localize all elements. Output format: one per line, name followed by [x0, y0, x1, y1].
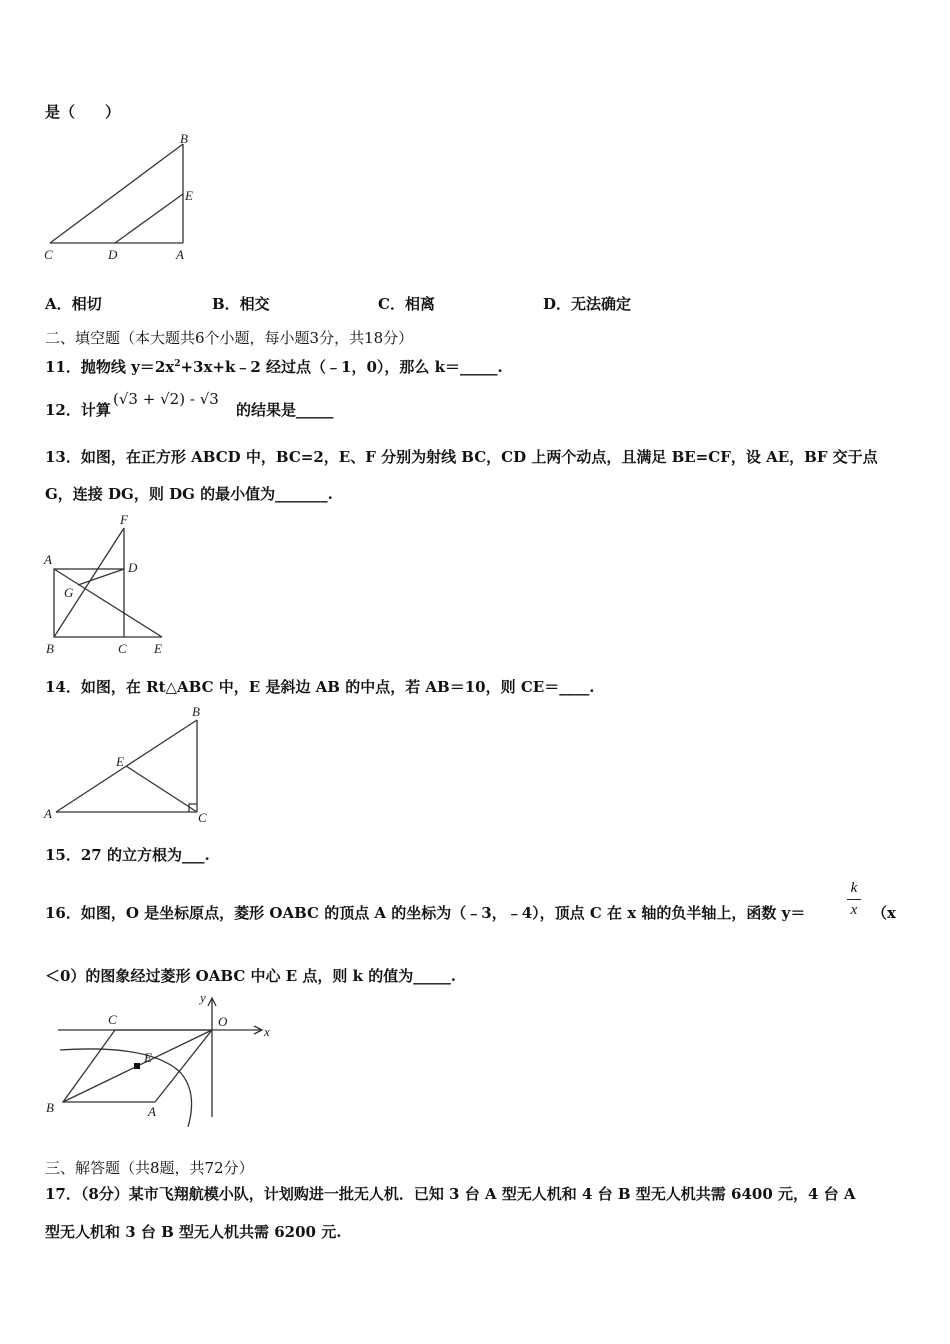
q12-sqrt2: √2 — [160, 390, 180, 408]
segment-de — [115, 194, 183, 243]
segment-dg — [78, 569, 124, 585]
label-a: A — [44, 552, 52, 567]
q13-line1: 13．如图，在正方形 ABCD 中，BC=2，E、F 分别为射线 BC，CD 上两个动点，且满足 BE=CF，设 AE，BF 交于点 — [45, 448, 878, 466]
figure-q13 — [40, 510, 175, 660]
q12-open: ( — [113, 390, 119, 408]
segment-cb — [50, 144, 183, 243]
label-e: E — [144, 1050, 152, 1065]
figure-q14 — [40, 702, 220, 827]
q12-sqrt3b: √3 — [199, 390, 219, 408]
segment-ae — [54, 569, 162, 637]
q12-suffix: 的结果是_____ — [236, 401, 334, 419]
label-a: A — [148, 1104, 156, 1119]
label-b: B — [46, 1100, 54, 1115]
label-c: C — [108, 1012, 117, 1027]
q16-frac-num: k — [850, 880, 858, 896]
label-d: D — [108, 247, 118, 262]
q12-close: ) — [179, 390, 186, 408]
label-e: E — [185, 188, 193, 203]
hyperbola-curve — [60, 1049, 192, 1127]
q12-minus: - — [189, 390, 195, 408]
q16-line1: 16．如图，O 是坐标原点，菱形 OABC 的顶点 A 的坐标为（﹣3，﹣4），顶点 C 在 x 轴的负半轴上，函数 y＝ — [45, 904, 806, 922]
label-c: C — [44, 247, 53, 262]
q10-tail: 是（ ） — [45, 103, 121, 121]
q15: 15．27 的立方根为___. — [45, 846, 210, 864]
label-a: A — [176, 247, 184, 262]
label-y: y — [200, 990, 206, 1005]
q16-line1-end: （x — [872, 904, 896, 922]
q11-prefix: 11．抛物线 y＝2x — [45, 358, 175, 376]
q11-suffix: +3x+k﹣2 经过点（﹣1，0），那么 k＝_____. — [180, 358, 503, 376]
label-f: F — [120, 512, 128, 527]
option-b: B．相交 — [212, 295, 270, 313]
label-b: B — [180, 131, 188, 146]
q12-plus: + — [142, 390, 156, 408]
label-b: B — [192, 704, 200, 719]
figure-q16 — [40, 992, 290, 1127]
q16-frac-bar — [847, 899, 861, 900]
option-c: C．相离 — [378, 295, 435, 313]
q16-line2: ＜0）的图象经过菱形 OABC 中心 E 点，则 k 的值为_____. — [45, 967, 456, 985]
segment-bf — [54, 528, 124, 637]
q11 — [45, 354, 503, 377]
square-abcd — [54, 569, 124, 637]
section3-heading: 三、解答题（共8题，共72分） — [45, 1159, 254, 1177]
label-g: G — [64, 585, 74, 600]
label-o: O — [218, 1014, 228, 1029]
q16-fraction — [847, 878, 861, 919]
label-a: A — [44, 806, 52, 821]
label-e: E — [116, 754, 124, 769]
label-c: C — [118, 641, 127, 656]
label-c: C — [198, 810, 207, 825]
label-d: D — [128, 560, 138, 575]
q16-frac-den: x — [850, 902, 858, 918]
q12-prefix: 12．计算 — [45, 401, 111, 419]
q12-sqrt3: √3 — [118, 390, 138, 408]
q17-line2: 型无人机和 3 台 B 型无人机共需 6200 元. — [45, 1223, 342, 1241]
q12-expression — [113, 390, 219, 408]
section2-heading: 二、填空题（本大题共6个小题，每小题3分，共18分） — [45, 329, 414, 347]
figure-q10 — [40, 128, 210, 268]
option-a: A．相切 — [45, 295, 102, 313]
point-e — [134, 1063, 140, 1069]
segment-ec — [126, 766, 197, 812]
q14: 14．如图，在 Rt△ABC 中，E 是斜边 AB 的中点，若 AB＝10，则 CE＝____. — [45, 678, 595, 696]
label-b: B — [46, 641, 54, 656]
option-d: D．无法确定 — [543, 295, 632, 313]
label-e: E — [154, 641, 162, 656]
q17-line1: 17．（8分）某市飞翔航模小队，计划购进一批无人机．已知 3 台 A 型无人机和 4 台 B 型无人机共需 6400 元，4 台 A — [45, 1185, 856, 1203]
label-x: x — [264, 1024, 270, 1039]
q11-sup: 2 — [174, 359, 181, 369]
q13-line2: G，连接 DG，则 DG 的最小值为_______. — [45, 485, 333, 503]
